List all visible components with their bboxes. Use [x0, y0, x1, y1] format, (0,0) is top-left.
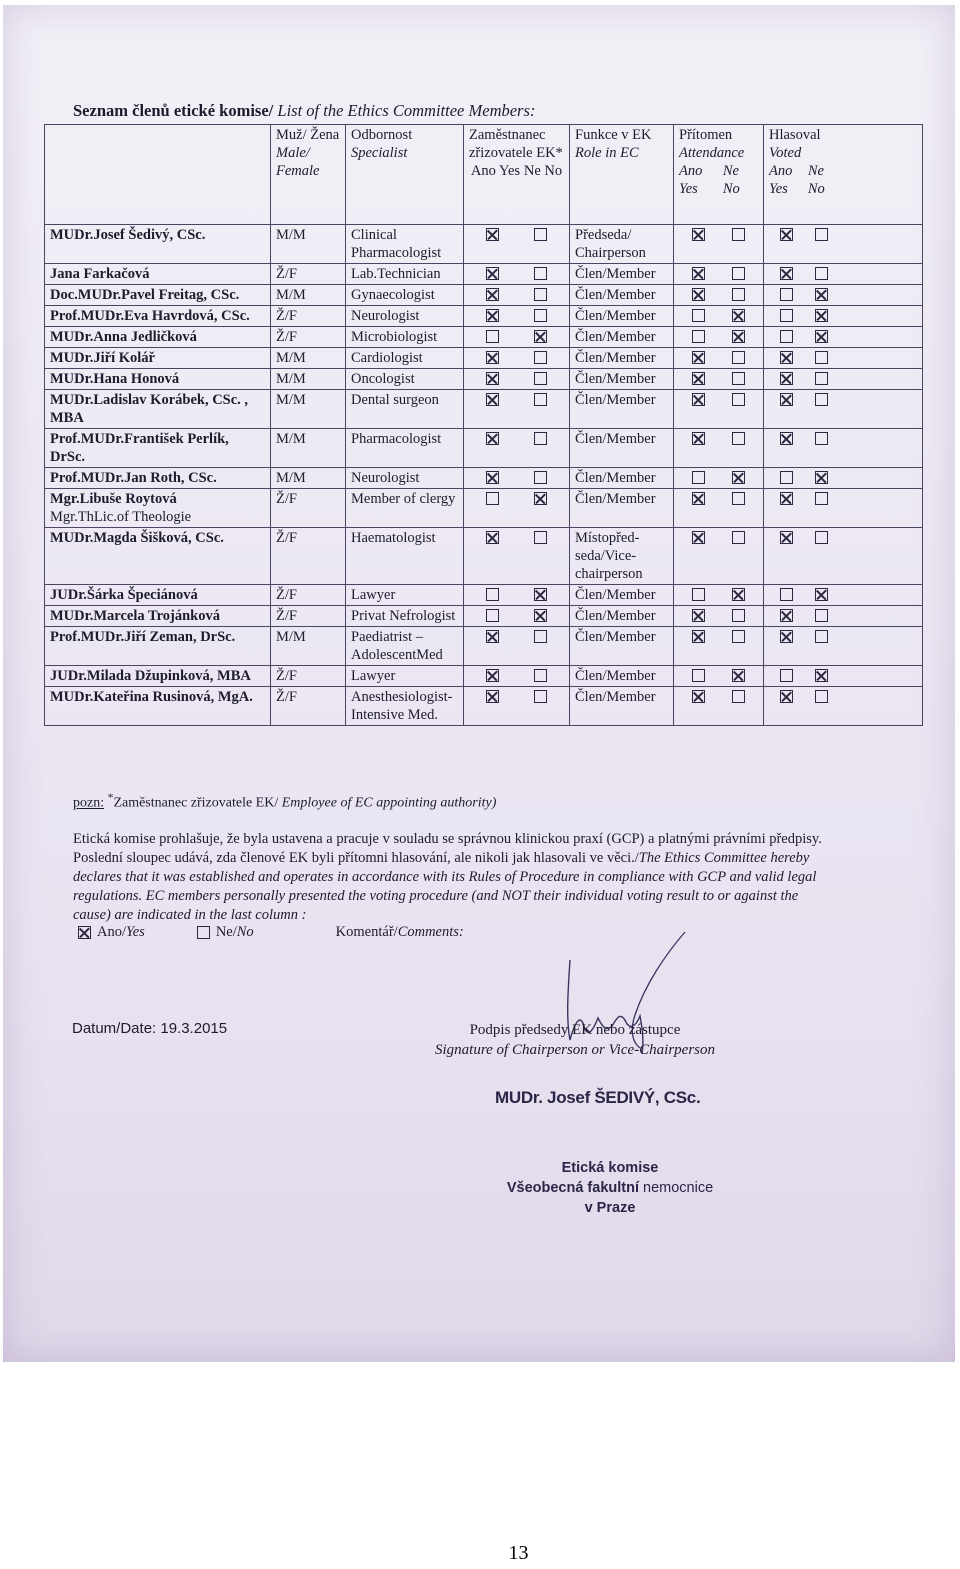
employee-cell: [464, 264, 570, 285]
attendance-yes-checkbox[interactable]: [692, 330, 705, 343]
voted-yes-checkbox[interactable]: [780, 609, 793, 622]
attendance-cell: [674, 306, 764, 327]
member-specialty: Lawyer: [346, 585, 464, 606]
header-employee: Zaměstnanec zřizovatele EK* Ano Yes Ne No: [464, 125, 570, 225]
employee-yes-checkbox[interactable]: [486, 228, 499, 241]
voted-no-checkbox[interactable]: [815, 630, 828, 643]
employee-yes-checkbox[interactable]: [486, 531, 499, 544]
attendance-yes-checkbox[interactable]: [692, 351, 705, 364]
member-specialty: Anesthesiologist-Intensive Med.: [346, 687, 464, 726]
attendance-no-checkbox[interactable]: [732, 228, 745, 241]
table-row: [45, 369, 923, 390]
table-header-row: [45, 125, 923, 225]
employee-cell: [464, 348, 570, 369]
member-role: Člen/Member: [570, 348, 674, 369]
voted-no-checkbox[interactable]: [815, 267, 828, 280]
attendance-yes-checkbox[interactable]: [692, 267, 705, 280]
voted-yes-checkbox[interactable]: [780, 531, 793, 544]
employee-cell: [464, 687, 570, 726]
member-gender: Ž/F: [271, 585, 346, 606]
table-row: [45, 327, 923, 348]
employee-yes-checkbox[interactable]: [486, 351, 499, 364]
member-name: JUDr.Šárka Špeciánová: [45, 585, 271, 606]
employee-yes-checkbox[interactable]: [486, 393, 499, 406]
attendance-yes-checkbox[interactable]: [692, 432, 705, 445]
table-row: [45, 627, 923, 666]
yes-checkbox[interactable]: [78, 926, 91, 939]
voted-yes-checkbox[interactable]: [780, 588, 793, 601]
attendance-yes-checkbox[interactable]: [692, 690, 705, 703]
member-name: MUDr.Josef Šedivý, CSc.: [45, 225, 271, 264]
employee-no-checkbox[interactable]: [534, 330, 547, 343]
table-row: [45, 528, 923, 585]
no-checkbox[interactable]: [197, 926, 210, 939]
member-gender: M/M: [271, 429, 346, 468]
member-role: Člen/Member: [570, 585, 674, 606]
employee-no-checkbox[interactable]: [534, 588, 547, 601]
employee-no-checkbox[interactable]: [534, 351, 547, 364]
header-gender: Muž/ Žena Male/ Female: [271, 125, 346, 225]
member-gender: M/M: [271, 369, 346, 390]
member-gender: M/M: [271, 285, 346, 306]
member-role: Člen/Member: [570, 429, 674, 468]
attendance-cell: [674, 528, 764, 585]
member-gender: M/M: [271, 468, 346, 489]
employee-yes-checkbox[interactable]: [486, 330, 499, 343]
table-row: [45, 606, 923, 627]
member-name: MUDr.Magda Šišková, CSc.: [45, 528, 271, 585]
declaration-text: [73, 830, 823, 925]
table-row: [45, 285, 923, 306]
member-name: Prof.MUDr.Jiří Zeman, DrSc.: [45, 627, 271, 666]
employee-yes-checkbox[interactable]: [486, 288, 499, 301]
members-body: [45, 225, 923, 726]
voted-cell: [764, 687, 923, 726]
member-role: Člen/Member: [570, 306, 674, 327]
member-role: Člen/Member: [570, 285, 674, 306]
voted-yes-checkbox[interactable]: [780, 690, 793, 703]
employee-yes-checkbox[interactable]: [486, 432, 499, 445]
employee-yes-checkbox[interactable]: [486, 471, 499, 484]
member-specialty: Clinical Pharmacologist: [346, 225, 464, 264]
voted-no-checkbox[interactable]: [815, 309, 828, 322]
voted-cell: [764, 369, 923, 390]
member-gender: M/M: [271, 348, 346, 369]
yes-label: Ano/Yes: [97, 924, 145, 940]
attendance-cell: [674, 585, 764, 606]
voted-yes-checkbox[interactable]: [780, 288, 793, 301]
voted-cell: [764, 489, 923, 528]
document-title: [73, 101, 535, 121]
date: Datum/Date: 19.3.2015: [72, 1020, 228, 1037]
employee-cell: [464, 606, 570, 627]
employee-no-checkbox[interactable]: [534, 492, 547, 505]
voted-yes-checkbox[interactable]: [780, 372, 793, 385]
member-role: Člen/Member: [570, 627, 674, 666]
table-row: [45, 468, 923, 489]
header-role: Funkce v EK Role in EC: [570, 125, 674, 225]
table-row: [45, 348, 923, 369]
voted-yes-checkbox[interactable]: [780, 267, 793, 280]
header-attendance: Přítomen Attendance Ano Yes Ne No: [674, 125, 764, 225]
voted-no-checkbox[interactable]: [815, 228, 828, 241]
attendance-yes-checkbox[interactable]: [692, 372, 705, 385]
employee-yes-checkbox[interactable]: [486, 267, 499, 280]
employee-yes-checkbox[interactable]: [486, 309, 499, 322]
voted-cell: [764, 666, 923, 687]
member-role: Člen/Member: [570, 390, 674, 429]
member-gender: M/M: [271, 225, 346, 264]
footnote: pozn: *Zaměstnanec zřizovatele EK/ Employee of EC appointing authority): [73, 791, 497, 811]
header-specialty: Odbornost Specialist: [346, 125, 464, 225]
attendance-cell: [674, 264, 764, 285]
member-specialty: Haematologist: [346, 528, 464, 585]
member-name: Doc.MUDr.Pavel Freitag, CSc.: [45, 285, 271, 306]
member-name: Mgr.Libuše Roytová Mgr.ThLic.of Theologie: [45, 489, 271, 528]
page-number: 13: [508, 1542, 529, 1564]
attendance-yes-checkbox[interactable]: [692, 228, 705, 241]
member-specialty: Gynaecologist: [346, 285, 464, 306]
employee-cell: [464, 468, 570, 489]
member-role: Člen/Member: [570, 687, 674, 726]
attendance-no-checkbox[interactable]: [732, 630, 745, 643]
member-role: Člen/Member: [570, 327, 674, 348]
employee-cell: [464, 327, 570, 348]
comments-label: Komentář/Comments:: [335, 924, 464, 940]
member-name: MUDr.Jiří Kolář: [45, 348, 271, 369]
voted-cell: [764, 225, 923, 264]
employee-yes-checkbox[interactable]: [486, 630, 499, 643]
declaration-choice: [78, 924, 464, 941]
employee-cell: [464, 528, 570, 585]
employee-yes-checkbox[interactable]: [486, 492, 499, 505]
member-specialty: Lawyer: [346, 666, 464, 687]
header-voted: Hlasoval Voted Ano Yes Ne No: [764, 125, 923, 225]
member-role: Předseda/ Chairperson: [570, 225, 674, 264]
voted-cell: [764, 306, 923, 327]
member-name: MUDr.Marcela Trojánková: [45, 606, 271, 627]
employee-no-checkbox[interactable]: [534, 228, 547, 241]
attendance-yes-checkbox[interactable]: [692, 669, 705, 682]
voted-no-checkbox[interactable]: [815, 669, 828, 682]
member-specialty: Oncologist: [346, 369, 464, 390]
voted-cell: [764, 348, 923, 369]
member-specialty: Member of clergy: [346, 489, 464, 528]
attendance-no-checkbox[interactable]: [732, 471, 745, 484]
employee-cell: [464, 390, 570, 429]
voted-cell: [764, 264, 923, 285]
voted-yes-checkbox[interactable]: [780, 669, 793, 682]
attendance-cell: [674, 225, 764, 264]
attendance-yes-checkbox[interactable]: [692, 531, 705, 544]
attendance-cell: [674, 429, 764, 468]
voted-yes-checkbox[interactable]: [780, 471, 793, 484]
attendance-yes-checkbox[interactable]: [692, 393, 705, 406]
member-name: Prof.MUDr.Eva Havrdová, CSc.: [45, 306, 271, 327]
voted-cell: [764, 390, 923, 429]
member-gender: Ž/F: [271, 489, 346, 528]
voted-cell: [764, 528, 923, 585]
voted-no-checkbox[interactable]: [815, 690, 828, 703]
member-specialty: Microbiologist: [346, 327, 464, 348]
member-name: JUDr.Milada Džupinková, MBA: [45, 666, 271, 687]
attendance-cell: [674, 390, 764, 429]
member-name: MUDr.Kateřina Rusinová, MgA.: [45, 687, 271, 726]
member-role: Člen/Member: [570, 369, 674, 390]
member-name: Prof.MUDr.Jan Roth, CSc.: [45, 468, 271, 489]
attendance-cell: [674, 327, 764, 348]
employee-cell: [464, 489, 570, 528]
member-specialty: Neurologist: [346, 306, 464, 327]
member-role: Člen/Member: [570, 468, 674, 489]
attendance-cell: [674, 348, 764, 369]
table-row: [45, 687, 923, 726]
table-row: [45, 666, 923, 687]
voted-no-checkbox[interactable]: [815, 330, 828, 343]
table-row: [45, 306, 923, 327]
attendance-cell: [674, 627, 764, 666]
attendance-no-checkbox[interactable]: [732, 267, 745, 280]
employee-cell: [464, 585, 570, 606]
attendance-yes-checkbox[interactable]: [692, 492, 705, 505]
employee-cell: [464, 666, 570, 687]
voted-yes-checkbox[interactable]: [780, 432, 793, 445]
member-gender: Ž/F: [271, 327, 346, 348]
declaration-cz: Etická komise prohlašuje, že byla ustavena a pracuje v souladu se správnou klinickou praxí (GCP) a platnými právními předpisy. Poslední sloupec udává, zda členové EK byli přítomni hlasování, ale nikoli jak hlasovali ve věci./: [73, 831, 822, 866]
voted-no-checkbox[interactable]: [815, 609, 828, 622]
voted-cell: [764, 585, 923, 606]
attendance-no-checkbox[interactable]: [732, 309, 745, 322]
member-gender: Ž/F: [271, 666, 346, 687]
attendance-yes-checkbox[interactable]: [692, 588, 705, 601]
employee-no-checkbox[interactable]: [534, 630, 547, 643]
employee-yes-checkbox[interactable]: [486, 669, 499, 682]
attendance-yes-checkbox[interactable]: [692, 288, 705, 301]
signature-caption: Podpis předsedy EK nebo zástupce Signature of Chairperson or Vice-Chairperson: [435, 1022, 715, 1058]
voted-yes-checkbox[interactable]: [780, 492, 793, 505]
attendance-cell: [674, 285, 764, 306]
attendance-no-checkbox[interactable]: [732, 609, 745, 622]
employee-no-checkbox[interactable]: [534, 309, 547, 322]
employee-no-checkbox[interactable]: [534, 267, 547, 280]
title-cz: Seznam členů etické komise/: [73, 101, 274, 120]
member-gender: Ž/F: [271, 606, 346, 627]
member-name: Jana Farkačová: [45, 264, 271, 285]
employee-yes-checkbox[interactable]: [486, 588, 499, 601]
attendance-no-checkbox[interactable]: [732, 531, 745, 544]
voted-cell: [764, 606, 923, 627]
member-role: Člen/Member: [570, 489, 674, 528]
table-row: [45, 585, 923, 606]
employee-no-checkbox[interactable]: [534, 690, 547, 703]
member-role: Člen/Member: [570, 606, 674, 627]
employee-no-checkbox[interactable]: [534, 393, 547, 406]
employee-no-checkbox[interactable]: [534, 471, 547, 484]
member-specialty: Dental surgeon: [346, 390, 464, 429]
attendance-no-checkbox[interactable]: [732, 351, 745, 364]
voted-cell: [764, 429, 923, 468]
employee-cell: [464, 225, 570, 264]
voted-cell: [764, 627, 923, 666]
member-specialty: Neurologist: [346, 468, 464, 489]
member-gender: M/M: [271, 627, 346, 666]
attendance-no-checkbox[interactable]: [732, 330, 745, 343]
employee-no-checkbox[interactable]: [534, 432, 547, 445]
attendance-yes-checkbox[interactable]: [692, 609, 705, 622]
member-role: Člen/Member: [570, 264, 674, 285]
member-specialty: Privat Nefrologist: [346, 606, 464, 627]
voted-no-checkbox[interactable]: [815, 588, 828, 601]
attendance-no-checkbox[interactable]: [732, 492, 745, 505]
voted-no-checkbox[interactable]: [815, 471, 828, 484]
employee-no-checkbox[interactable]: [534, 288, 547, 301]
voted-no-checkbox[interactable]: [815, 351, 828, 364]
stamp: Etická komise Všeobecná fakultní nemocnice v Praze: [506, 1160, 714, 1216]
voted-cell: [764, 285, 923, 306]
table-row: [45, 390, 923, 429]
voted-no-checkbox[interactable]: [815, 432, 828, 445]
attendance-yes-checkbox[interactable]: [692, 630, 705, 643]
no-label: Ne/No: [215, 924, 254, 940]
attendance-cell: [674, 468, 764, 489]
member-role: Člen/Member: [570, 666, 674, 687]
attendance-no-checkbox[interactable]: [732, 372, 745, 385]
member-name: MUDr.Ladislav Korábek, CSc. , MBA: [45, 390, 271, 429]
stamp-name: MUDr. Josef ŠEDIVÝ, CSc.: [495, 1088, 701, 1107]
attendance-no-checkbox[interactable]: [732, 288, 745, 301]
voted-yes-checkbox[interactable]: [780, 393, 793, 406]
employee-cell: [464, 306, 570, 327]
member-name: MUDr.Hana Honová: [45, 369, 271, 390]
attendance-cell: [674, 489, 764, 528]
attendance-no-checkbox[interactable]: [732, 690, 745, 703]
table-row: [45, 489, 923, 528]
voted-no-checkbox[interactable]: [815, 372, 828, 385]
attendance-cell: [674, 687, 764, 726]
member-name: Prof.MUDr.František Perlík, DrSc.: [45, 429, 271, 468]
member-gender: Ž/F: [271, 687, 346, 726]
employee-cell: [464, 369, 570, 390]
voted-yes-checkbox[interactable]: [780, 228, 793, 241]
employee-yes-checkbox[interactable]: [486, 690, 499, 703]
members-table: [44, 124, 923, 726]
attendance-yes-checkbox[interactable]: [692, 309, 705, 322]
declaration-en: The Ethics Committee hereby declares that it was established and operates in accordance with its Rules of Procedure in compliance with GCP and valid legal regulations. EC members personally presented the voting procedure (and NOT their individual voting result to or against the cause) are indicated in the last column :: [73, 850, 817, 923]
voted-cell: [764, 468, 923, 489]
table-row: [45, 264, 923, 285]
employee-yes-checkbox[interactable]: [486, 609, 499, 622]
employee-no-checkbox[interactable]: [534, 669, 547, 682]
member-specialty: Pharmacologist: [346, 429, 464, 468]
title-en: List of the Ethics Committee Members:: [273, 101, 536, 120]
voted-yes-checkbox[interactable]: [780, 330, 793, 343]
attendance-cell: [674, 369, 764, 390]
table-row: [45, 225, 923, 264]
attendance-cell: [674, 666, 764, 687]
employee-cell: [464, 285, 570, 306]
voted-cell: [764, 327, 923, 348]
voted-no-checkbox[interactable]: [815, 531, 828, 544]
employee-no-checkbox[interactable]: [534, 372, 547, 385]
member-gender: Ž/F: [271, 264, 346, 285]
header-name: [45, 125, 271, 225]
voted-yes-checkbox[interactable]: [780, 630, 793, 643]
voted-no-checkbox[interactable]: [815, 393, 828, 406]
employee-cell: [464, 429, 570, 468]
member-role: Místopřed-seda/Vice-chairperson: [570, 528, 674, 585]
member-name: MUDr.Anna Jedličková: [45, 327, 271, 348]
employee-yes-checkbox[interactable]: [486, 372, 499, 385]
member-specialty: Paediatrist – AdolescentMed: [346, 627, 464, 666]
member-gender: Ž/F: [271, 528, 346, 585]
employee-no-checkbox[interactable]: [534, 609, 547, 622]
member-gender: Ž/F: [271, 306, 346, 327]
employee-no-checkbox[interactable]: [534, 531, 547, 544]
attendance-no-checkbox[interactable]: [732, 432, 745, 445]
voted-no-checkbox[interactable]: [815, 492, 828, 505]
member-gender: M/M: [271, 390, 346, 429]
table-row: [45, 429, 923, 468]
member-specialty: Lab.Technician: [346, 264, 464, 285]
attendance-no-checkbox[interactable]: [732, 393, 745, 406]
voted-yes-checkbox[interactable]: [780, 351, 793, 364]
member-specialty: Cardiologist: [346, 348, 464, 369]
attendance-yes-checkbox[interactable]: [692, 471, 705, 484]
voted-yes-checkbox[interactable]: [780, 309, 793, 322]
attendance-no-checkbox[interactable]: [732, 588, 745, 601]
employee-cell: [464, 627, 570, 666]
attendance-no-checkbox[interactable]: [732, 669, 745, 682]
voted-no-checkbox[interactable]: [815, 288, 828, 301]
attendance-cell: [674, 606, 764, 627]
